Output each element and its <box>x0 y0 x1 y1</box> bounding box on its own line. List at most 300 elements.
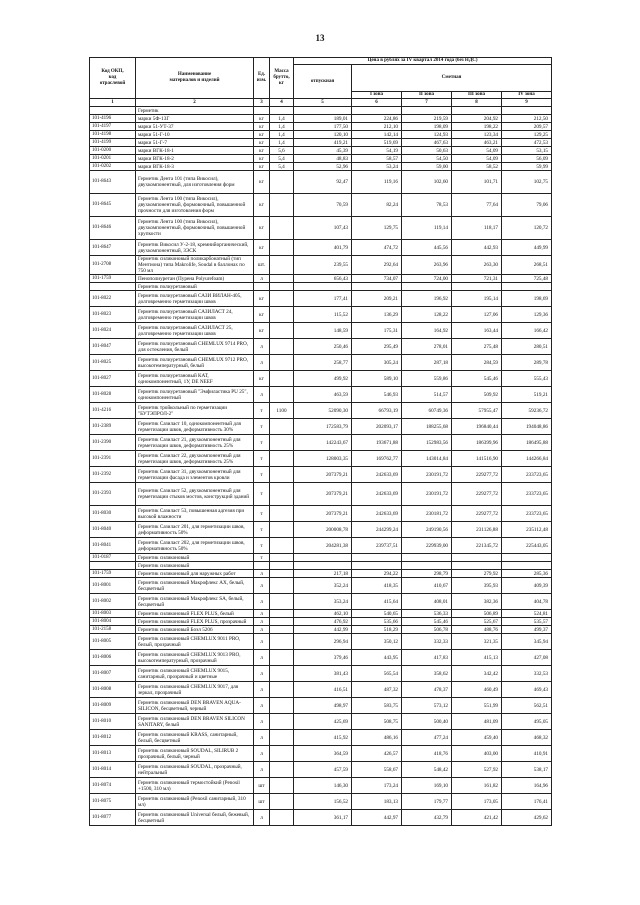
row-unit: л <box>254 387 270 403</box>
row-mass <box>270 714 294 730</box>
header-mass: Масса <box>274 69 289 74</box>
row-mass <box>270 730 294 746</box>
table-row <box>90 355 552 371</box>
row-wholesale-price <box>294 562 352 570</box>
row-unit: кг <box>254 139 270 147</box>
row-wholesale-price: 52090,30 <box>294 403 352 419</box>
price-table <box>89 57 552 826</box>
table-row <box>90 570 552 578</box>
row-mass <box>270 746 294 762</box>
row-wholesale-price: 177,50 <box>294 123 352 131</box>
row-name: Герметик силиконовый для наружных работ <box>136 570 254 578</box>
row-name: Герметик Сазиласт 53, повышенная адгезия при высокой влажности <box>136 506 254 522</box>
row-unit: кг <box>254 291 270 307</box>
table-row <box>90 610 552 618</box>
row-zone3-price: 57955,47 <box>452 403 502 419</box>
row-name: Герметик полиуретановый САЗИЛАСТ 25, долговременно герметизации швов <box>136 323 254 339</box>
row-zone3-price: 186399,96 <box>452 435 502 451</box>
row-code: 101-8013 <box>90 746 136 762</box>
row-code: 101-8047 <box>90 339 136 355</box>
row-zone1-price: 583,75 <box>352 698 402 714</box>
row-mass <box>270 698 294 714</box>
row-zone1-price: 242633,69 <box>352 467 402 483</box>
row-code: 101-8077 <box>90 810 136 826</box>
table-row <box>90 194 552 217</box>
row-zone1-price: 292,64 <box>352 256 402 275</box>
row-zone2-price: 60749,36 <box>402 403 452 419</box>
row-zone4-price: 268,51 <box>502 256 552 275</box>
row-code: 101-8041 <box>90 538 136 554</box>
row-zone3-price: 395,93 <box>452 578 502 594</box>
row-zone1-price: 53,24 <box>352 163 402 171</box>
row-name: Герметик силиконовый DEN BRAVEN AQUA-SILICON, бесцветный, черный <box>136 698 254 714</box>
row-zone2-price: 102,60 <box>402 171 452 194</box>
table-row <box>90 578 552 594</box>
col-number: 7 <box>402 99 452 107</box>
table-row <box>90 762 552 778</box>
table-row <box>90 483 552 506</box>
row-wholesale-price: 48,83 <box>294 155 352 163</box>
row-zone1-price: 426,57 <box>352 746 402 762</box>
row-name: марки 5Ф-13Г <box>136 115 254 123</box>
row-mass <box>270 240 294 256</box>
row-unit: кг <box>254 147 270 155</box>
row-wholesale-price: 442,99 <box>294 626 352 634</box>
row-zone2-price: 287,18 <box>402 355 452 371</box>
row-zone4-price: 79,06 <box>502 194 552 217</box>
row-name: марки 51-УТ-37 <box>136 123 254 131</box>
row-zone4-price: 555,43 <box>502 371 552 387</box>
row-mass <box>270 554 294 562</box>
table-row <box>90 307 552 323</box>
row-wholesale-price: 156,52 <box>294 794 352 810</box>
table-row <box>90 698 552 714</box>
row-zone1-price: 242633,69 <box>352 483 402 506</box>
row-zone3-price: 463,21 <box>452 139 502 147</box>
row-name: Герметик силиконовый Universal белый, бежевый, бесцветный <box>136 810 254 826</box>
row-unit: кг <box>254 323 270 339</box>
row-zone4-price: 144266,84 <box>502 451 552 467</box>
row-zone2-price: 263,96 <box>402 256 452 275</box>
row-zone1-price: 136,29 <box>352 307 402 323</box>
row-zone2-price: 249190,56 <box>402 522 452 538</box>
row-wholesale-price: 419,21 <box>294 139 352 147</box>
row-zone4-price: 120,72 <box>502 217 552 240</box>
row-zone2-price: 358,62 <box>402 666 452 682</box>
row-wholesale-price: 120,10 <box>294 131 352 139</box>
row-zone1-price: 305,24 <box>352 355 402 371</box>
row-mass <box>270 171 294 194</box>
row-wholesale-price: 52,96 <box>294 163 352 171</box>
row-unit <box>254 107 270 115</box>
row-mass <box>270 634 294 650</box>
row-zone4-price: 225443,05 <box>502 538 552 554</box>
row-code: 101-8002 <box>90 594 136 610</box>
row-zone2-price <box>402 562 452 570</box>
row-zone3-price: 173,05 <box>452 794 502 810</box>
row-mass <box>270 275 294 283</box>
row-wholesale-price: 656,43 <box>294 275 352 283</box>
table-row <box>90 666 552 682</box>
table-row <box>90 634 552 650</box>
table-row <box>90 387 552 403</box>
row-name: Герметик силиконовый FLEX PLUS, прозрачный <box>136 618 254 626</box>
row-zone2-price: 169,10 <box>402 778 452 794</box>
row-unit: кг <box>254 115 270 123</box>
row-mass <box>270 650 294 666</box>
row-zone2-price: 278,01 <box>402 339 452 355</box>
row-unit: кг <box>254 307 270 323</box>
row-zone4-price: 102,75 <box>502 171 552 194</box>
table-row <box>90 554 552 562</box>
row-zone4-price: 332,53 <box>502 666 552 682</box>
row-zone3-price: 196840,44 <box>452 419 502 435</box>
row-zone4-price: 499,37 <box>502 626 552 634</box>
row-name: Герметик силиконовый KRASS, санитарный, белый, бесцветный <box>136 730 254 746</box>
header-zone-4: IV зона <box>502 92 552 99</box>
row-code: 101-0187 <box>90 554 136 562</box>
row-zone4-price: 285,36 <box>502 570 552 578</box>
row-code: 101-0200 <box>90 147 136 155</box>
row-code: 101-4197 <box>90 123 136 131</box>
row-unit: шт. <box>254 256 270 275</box>
row-zone3-price: 421,42 <box>452 810 502 826</box>
header-name-2: материалов и изделий <box>169 78 220 83</box>
row-wholesale-price: 476,92 <box>294 618 352 626</box>
row-mass <box>270 522 294 538</box>
row-zone1-price: 212,10 <box>352 123 402 131</box>
row-zone4-price: 166,42 <box>502 323 552 339</box>
row-zone4-price: 176,41 <box>502 794 552 810</box>
row-name: марки 51-Г-10 <box>136 131 254 139</box>
row-code: 101-8012 <box>90 730 136 746</box>
row-code: 101-8001 <box>90 578 136 594</box>
row-zone2-price: 128,22 <box>402 307 452 323</box>
row-zone4-price: 409,39 <box>502 578 552 594</box>
row-mass <box>270 217 294 240</box>
row-zone3-price: 509,92 <box>452 387 502 403</box>
row-wholesale-price: 207379,21 <box>294 467 352 483</box>
table-row <box>90 155 552 163</box>
row-unit: кг <box>254 240 270 256</box>
row-mass <box>270 538 294 554</box>
column-number-row <box>90 99 552 107</box>
row-unit: т <box>254 435 270 451</box>
row-wholesale-price: 462,10 <box>294 610 352 618</box>
row-zone2-price: 298,79 <box>402 570 452 578</box>
table-row <box>90 538 552 554</box>
row-zone1-price: 58,57 <box>352 155 402 163</box>
row-wholesale-price: 70,59 <box>294 194 352 217</box>
row-zone3-price: 54,09 <box>452 155 502 163</box>
row-wholesale-price: 353,24 <box>294 594 352 610</box>
row-unit: л <box>254 730 270 746</box>
row-zone2-price: 477,24 <box>402 730 452 746</box>
row-zone1-price: 535,66 <box>352 618 402 626</box>
row-zone3-price: 229277,72 <box>452 467 502 483</box>
row-name: марки ВГК-18-3 <box>136 163 254 171</box>
row-zone3-price: 721,31 <box>452 275 502 283</box>
row-mass <box>270 451 294 467</box>
row-code: 101-2708 <box>90 256 136 275</box>
row-name: Герметик Сазиласт 10, однокомпонентный для герметизации швов, деформативность 30% <box>136 419 254 435</box>
table-row <box>90 522 552 538</box>
row-zone3-price: 101,71 <box>452 171 502 194</box>
row-zone2-price: 152983,56 <box>402 435 452 451</box>
row-mass: 1100 <box>270 403 294 419</box>
row-zone2-price: 548,42 <box>402 762 452 778</box>
row-name: Герметик полиуретановый КАТ, однокомпонентный, 1У, DE NEEF <box>136 371 254 387</box>
row-mass: 1,4 <box>270 139 294 147</box>
row-zone3-price: 231126,88 <box>452 522 502 538</box>
header-name: Наименование <box>177 72 212 77</box>
row-zone1-price: 415,64 <box>352 594 402 610</box>
row-zone4-price: 429,62 <box>502 810 552 826</box>
row-zone3-price: 141516,90 <box>452 451 502 467</box>
row-code: 101-8645 <box>90 194 136 217</box>
row-zone1-price: 294,22 <box>352 570 402 578</box>
row-zone1-price: 224,86 <box>352 115 402 123</box>
row-zone4-price <box>502 562 552 570</box>
row-unit: кг <box>254 217 270 240</box>
header-prices: Цена в рублях за IV квартал 2014 года (без НДС) <box>294 58 552 65</box>
row-zone2-price: 432,79 <box>402 810 452 826</box>
row-name: Герметик силиконовый Боэл 5206 <box>136 626 254 634</box>
row-code: 101-1759 <box>90 570 136 578</box>
row-zone4-price: 468,32 <box>502 730 552 746</box>
row-unit: т <box>254 538 270 554</box>
row-unit: л <box>254 610 270 618</box>
row-zone4-price: 519,21 <box>502 387 552 403</box>
row-zone4-price: 345,94 <box>502 634 552 650</box>
table-row <box>90 451 552 467</box>
row-unit: шт <box>254 778 270 794</box>
table-row <box>90 123 552 131</box>
row-zone2-price: 417,83 <box>402 650 452 666</box>
row-code: 101-8006 <box>90 650 136 666</box>
row-zone1-price: 202093,17 <box>352 419 402 435</box>
row-wholesale-price: 177,41 <box>294 291 352 307</box>
table-row <box>90 419 552 435</box>
row-wholesale-price: 250,46 <box>294 339 352 355</box>
row-mass: 1,4 <box>270 123 294 131</box>
row-mass <box>270 323 294 339</box>
row-mass: 5,4 <box>270 163 294 171</box>
row-zone2-price: 506,78 <box>402 626 452 634</box>
row-zone4-price <box>502 554 552 562</box>
row-wholesale-price: 416,51 <box>294 682 352 698</box>
row-zone4-price: 56,09 <box>502 155 552 163</box>
row-mass <box>270 256 294 275</box>
row-name: Герметик полиуретановый САЗИ ВИЛАН-405, долговременно герметизации швов <box>136 291 254 307</box>
row-name: марки 51-Г-7 <box>136 139 254 147</box>
page-number: 13 <box>315 33 325 43</box>
row-zone3-price: 321,35 <box>452 634 502 650</box>
row-code: 101-8027 <box>90 371 136 387</box>
row-zone1-price <box>352 107 402 115</box>
row-zone2-price <box>402 554 452 562</box>
row-zone1-price: 589,10 <box>352 371 402 387</box>
row-wholesale-price: 381,43 <box>294 666 352 682</box>
col-number: 6 <box>352 99 402 107</box>
row-wholesale-price: 146,30 <box>294 778 352 794</box>
row-zone1-price: 295,49 <box>352 339 402 355</box>
row-zone2-price: 545,46 <box>402 618 452 626</box>
row-unit: кг <box>254 155 270 163</box>
row-code: 101-8014 <box>90 762 136 778</box>
row-name: Герметик <box>136 107 254 115</box>
row-code <box>90 107 136 115</box>
row-wholesale-price: 415,92 <box>294 730 352 746</box>
row-zone2-price: 467,63 <box>402 139 452 147</box>
row-code: 101-8003 <box>90 610 136 618</box>
row-name: Герметик силиконовый термостойкий (Penosil +1500, 310 мл) <box>136 778 254 794</box>
table-row <box>90 107 552 115</box>
row-name: марки ВГК-18-2 <box>136 155 254 163</box>
table-row <box>90 746 552 762</box>
row-zone2-price: 50,63 <box>402 147 452 155</box>
row-zone3-price: 506,89 <box>452 610 502 618</box>
row-zone3-price: 77,64 <box>452 194 502 217</box>
table-row <box>90 131 552 139</box>
row-zone3-price: 161,82 <box>452 778 502 794</box>
table-row <box>90 714 552 730</box>
row-zone3-price: 551,99 <box>452 698 502 714</box>
row-mass: 5,4 <box>270 155 294 163</box>
row-code: 101-2390 <box>90 435 136 451</box>
row-zone1-price: 183,13 <box>352 794 402 810</box>
row-zone4-price: 289,78 <box>502 355 552 371</box>
row-name: марки ВГК-18-1 <box>136 147 254 155</box>
row-name: Герметик Сазиласт 201, для герметизации швов, деформативность 50% <box>136 522 254 538</box>
table-row <box>90 778 552 794</box>
row-zone2-price: 179,77 <box>402 794 452 810</box>
row-mass <box>270 467 294 483</box>
header-mass-2: брутто, <box>273 75 290 80</box>
row-code: 101-8004 <box>90 618 136 626</box>
row-zone2-price: 536,33 <box>402 610 452 618</box>
row-mass <box>270 107 294 115</box>
row-mass <box>270 506 294 522</box>
row-zone4-price: 410,91 <box>502 746 552 762</box>
row-zone4-price: 233723,65 <box>502 506 552 522</box>
row-zone2-price: 478,37 <box>402 682 452 698</box>
row-code: 101-2392 <box>90 467 136 483</box>
table-row <box>90 217 552 240</box>
row-unit: л <box>254 666 270 682</box>
row-code: 101-4199 <box>90 139 136 147</box>
row-zone2-price: 408,01 <box>402 594 452 610</box>
table-row <box>90 594 552 610</box>
row-mass <box>270 194 294 217</box>
table-row <box>90 682 552 698</box>
row-zone4-price: 212,50 <box>502 115 552 123</box>
row-zone2-price: 230181,72 <box>402 506 452 522</box>
table-row <box>90 467 552 483</box>
row-unit: т <box>254 506 270 522</box>
table-row <box>90 339 552 355</box>
row-name: Герметик силиконовый CHEMLUX 9015, санитарный, прозрачный и цветные <box>136 666 254 682</box>
row-code: 101-8022 <box>90 291 136 307</box>
row-unit: т <box>254 419 270 435</box>
row-zone3-price: 460,49 <box>452 682 502 698</box>
row-code <box>90 562 136 570</box>
row-zone4-price: 59236,72 <box>502 403 552 419</box>
row-zone3-price: 54,09 <box>452 147 502 155</box>
row-zone3-price <box>452 107 502 115</box>
row-zone2-price <box>402 107 452 115</box>
row-mass <box>270 618 294 626</box>
row-name: Герметик Сазиласт 22, двухкомпонентный для герметизации швов, деформативность 25% <box>136 451 254 467</box>
row-mass <box>270 610 294 618</box>
row-zone1-price <box>352 554 402 562</box>
row-unit: т <box>254 467 270 483</box>
row-zone3-price: 403,00 <box>452 746 502 762</box>
row-wholesale-price <box>294 283 352 291</box>
row-zone3-price: 442,93 <box>452 240 502 256</box>
table-row <box>90 240 552 256</box>
row-name: Герметик силиконовый FLEX PLUS, белый <box>136 610 254 618</box>
header-wholesale: отпускная <box>294 65 352 99</box>
row-wholesale-price: 172583,79 <box>294 419 352 435</box>
table-row <box>90 403 552 419</box>
row-zone2-price: 196,92 <box>402 291 452 307</box>
row-unit: кг <box>254 194 270 217</box>
row-name: Герметик Сазиласт 21, двухкомпонентный для герметизации швов, деформативность 25% <box>136 435 254 451</box>
header-unit: Ед. <box>257 72 266 77</box>
row-wholesale-price: 207379,21 <box>294 506 352 522</box>
table-row <box>90 794 552 810</box>
row-wholesale-price <box>294 554 352 562</box>
row-mass <box>270 810 294 826</box>
row-code: 101-8646 <box>90 217 136 240</box>
row-code: 101-4196 <box>90 115 136 123</box>
header-zone-2: II зона <box>402 92 452 99</box>
row-unit: кг <box>254 371 270 387</box>
row-mass <box>270 483 294 506</box>
row-unit: л <box>254 746 270 762</box>
table-row <box>90 810 552 826</box>
row-unit: л <box>254 626 270 634</box>
row-wholesale-price: 361,17 <box>294 810 352 826</box>
row-zone4-price: 524,81 <box>502 610 552 618</box>
row-code: 101-1759 <box>90 275 136 283</box>
row-zone3-price: 229277,72 <box>452 483 502 506</box>
row-zone3-price <box>452 562 502 570</box>
row-zone2-price: 230191,72 <box>402 483 452 506</box>
row-zone2-price: 500,40 <box>402 714 452 730</box>
row-zone1-price: 66793,19 <box>352 403 402 419</box>
row-zone1-price: 418,35 <box>352 578 402 594</box>
row-wholesale-price: 498,97 <box>294 698 352 714</box>
row-code: 101-8009 <box>90 698 136 714</box>
row-mass <box>270 594 294 610</box>
row-name: Герметик силиконовый SOUDAL, прозрачный, нейтральный <box>136 762 254 778</box>
row-name: Герметик Лента 100 (типа Викосил), двухкомпонентный, формовочный, повышенной прочности для изготовления форм <box>136 194 254 217</box>
row-zone2-price: 124,93 <box>402 131 452 139</box>
row-zone3-price: 163,44 <box>452 323 502 339</box>
row-zone1-price: 193671,88 <box>352 435 402 451</box>
row-zone1-price: 508,75 <box>352 714 402 730</box>
table-row <box>90 163 552 171</box>
row-zone1-price: 173,24 <box>352 778 402 794</box>
row-zone2-price: 418,76 <box>402 746 452 762</box>
row-zone1-price: 734,07 <box>352 275 402 283</box>
row-unit: л <box>254 275 270 283</box>
row-name: Герметик Сазиласт 52, двухкомпонентный для герметизации стыков мостов, конструкций зданий <box>136 483 254 506</box>
table-row <box>90 171 552 194</box>
row-code: 101-2158 <box>90 626 136 634</box>
